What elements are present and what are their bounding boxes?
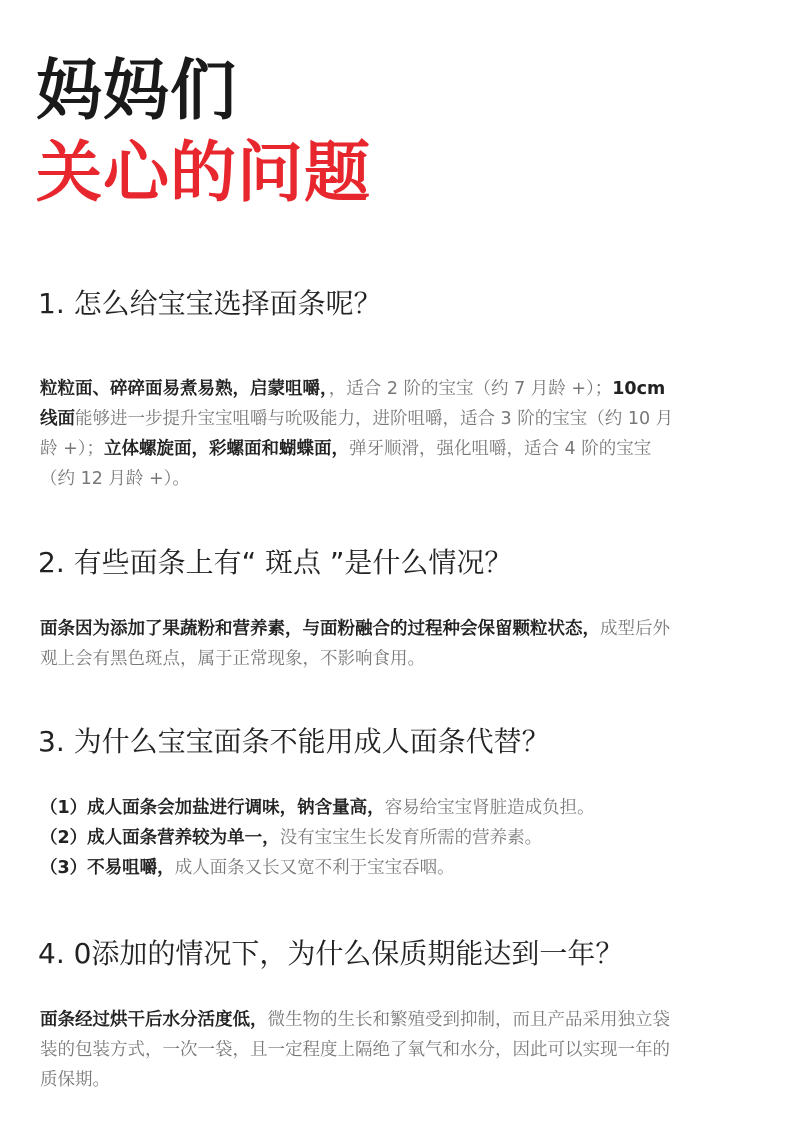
faq-answer-2 <box>40 614 680 674</box>
answer-4-text-1: 微生物的生长和繁殖受到抑制，而且产品采用独立袋装的包装方式，一次一袋，且一定程度上隔绝了氧气和水分，因此可以实现一年的质保期。 <box>40 1010 670 1090</box>
faq-3-item-3 <box>40 853 680 883</box>
faq-3-item-1 <box>40 793 680 823</box>
item-1-text: 容易给宝宝肾脏造成负担。 <box>384 798 595 818</box>
answer-2-emphasis-1: 面条因为添加了果蔬粉和营养素，与面粉融合的过程种会保留颗粒状态， <box>40 619 600 639</box>
item-3-text: 成人面条又长又宽不利于宝宝吞咽。 <box>174 858 455 878</box>
answer-1-text-1: ，适合 2 阶的宝宝（约 7 月龄 +）； <box>328 379 613 399</box>
item-2-emphasis: （2）成人面条营养较为单一， <box>40 828 280 848</box>
faq-question-3: 3. 为什么宝宝面条不能用成人面条代替？ <box>38 725 550 758</box>
faq-question-1: 1. 怎么给宝宝选择面条呢？ <box>38 287 382 320</box>
answer-2-text-1: 成型后外观上会有黑色斑点，属于正常现象，不影响食用。 <box>40 619 670 669</box>
answer-1-emphasis-1: 粒粒面、碎碎面易煮易熟，启蒙咀嚼， <box>40 379 329 399</box>
answer-4-emphasis-1: 面条经过烘干后水分活度低， <box>40 1010 268 1030</box>
item-2-text: 没有宝宝生长发育所需的营养素。 <box>279 828 543 848</box>
answer-1-emphasis-3: 立体螺旋面，彩螺面和蝴蝶面， <box>103 439 349 459</box>
faq-question-4: 4. 0添加的情况下，为什么保质期能达到一年？ <box>38 937 624 970</box>
answer-1-emphasis-2: 10cm 线面 <box>40 379 666 429</box>
faq-3-item-2 <box>40 823 680 853</box>
item-3-emphasis: （3）不易咀嚼， <box>40 858 175 878</box>
faq-answer-4 <box>40 1005 680 1095</box>
faq-answer-3 <box>40 793 680 883</box>
faq-question-2: 2. 有些面条上有“ 斑点 ”是什么情况？ <box>38 546 513 579</box>
answer-1-text-2: 能够进一步提升宝宝咀嚼与吮吸能力，进阶咀嚼，适合 3 阶的宝宝（约 10 月龄 +）； <box>40 409 674 459</box>
item-1-emphasis: （1）成人面条会加盐进行调味，钠含量高， <box>40 798 385 818</box>
headline-line-2: 关心的问题 <box>36 134 371 211</box>
faq-answer-1 <box>40 374 680 494</box>
headline-line-1: 妈妈们 <box>36 52 237 129</box>
answer-1-text-3: 弹牙顺滑，强化咀嚼，适合 4 阶的宝宝（约 12 月龄 +）。 <box>40 439 652 489</box>
